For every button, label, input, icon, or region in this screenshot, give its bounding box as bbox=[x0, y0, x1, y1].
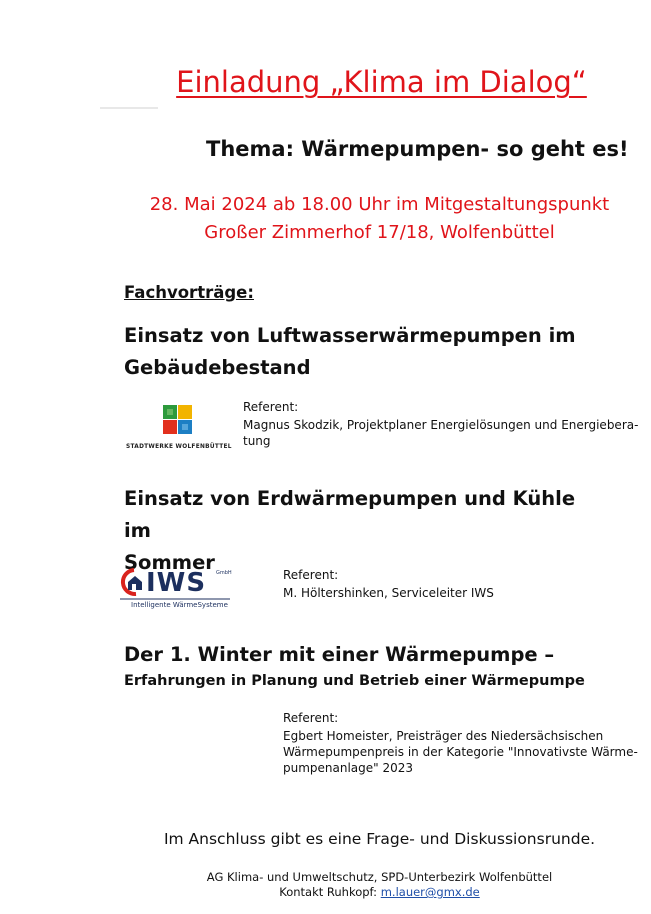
talk-2-title-line1: Einsatz von Erdwärmepumpen und Kühle im bbox=[124, 487, 576, 542]
stadtwerke-logo bbox=[126, 404, 230, 452]
referent-line: tung bbox=[243, 434, 271, 448]
referent-line: Wärmepumpenpreis in der Kategorie "Innovativste Wärme- bbox=[283, 745, 638, 759]
talk-1-title-line1: Einsatz von Luftwasserwärmepumpen im bbox=[124, 324, 576, 347]
talk-2-title bbox=[124, 483, 594, 579]
talk-2-referent bbox=[283, 567, 494, 601]
talk-1-title bbox=[124, 320, 594, 384]
referent-line: pumpenanlage" 2023 bbox=[283, 761, 414, 775]
referent-line: M. Höltershinken, Serviceleiter IWS bbox=[283, 586, 494, 600]
stadtwerke-logo-text: STADTWERKE WOLFENBÜTTEL bbox=[126, 444, 232, 450]
footer-contact-label: Kontakt Ruhkopf: bbox=[279, 885, 381, 899]
iws-logo-text: IWS bbox=[146, 568, 207, 598]
stadtwerke-logo-mark bbox=[126, 404, 230, 438]
page-title: Einladung „Klima im Dialog“ bbox=[176, 65, 587, 99]
talk-3-referent bbox=[283, 710, 638, 776]
section-heading: Fachvorträge: bbox=[124, 283, 254, 302]
page-subtitle: Thema: Wärmepumpen- so geht es! bbox=[206, 137, 629, 161]
talk-3-title: Der 1. Winter mit einer Wärmepumpe – bbox=[124, 643, 555, 666]
closing-text: Im Anschluss gibt es eine Frage- und Diskussionsrunde. bbox=[163, 830, 596, 848]
iws-logo bbox=[120, 566, 232, 612]
referent-label: Referent: bbox=[283, 568, 339, 582]
talk-3-subtitle: Erfahrungen in Planung und Betrieb einer Wärmepumpe bbox=[124, 673, 585, 689]
iws-logo-gmbh: GmbH bbox=[216, 570, 232, 576]
referent-label: Referent: bbox=[283, 711, 339, 725]
footer-organization: AG Klima- und Umweltschutz, SPD-Unterbezirk Wolfenbüttel bbox=[206, 870, 553, 884]
talk-2-title-line2: Sommer bbox=[124, 551, 215, 574]
referent-label: Referent: bbox=[243, 400, 299, 414]
iws-logo-tagline: Intelligente WärmeSysteme bbox=[131, 601, 228, 609]
event-location: Großer Zimmerhof 17/18, Wolfenbüttel bbox=[204, 222, 555, 243]
footer-contact bbox=[0, 885, 651, 900]
talk-1-title-line2: Gebäudebestand bbox=[124, 356, 311, 379]
talk-1-referent bbox=[243, 399, 638, 449]
email-link[interactable]: m.lauer@gmx.de bbox=[380, 885, 480, 899]
event-date: 28. Mai 2024 ab 18.00 Uhr im Mitgestaltungspunkt bbox=[149, 194, 610, 215]
referent-line: Egbert Homeister, Preisträger des Niedersächsischen bbox=[283, 729, 604, 743]
referent-line: Magnus Skodzik, Projektplaner Energielösungen und Energiebera- bbox=[243, 418, 639, 432]
